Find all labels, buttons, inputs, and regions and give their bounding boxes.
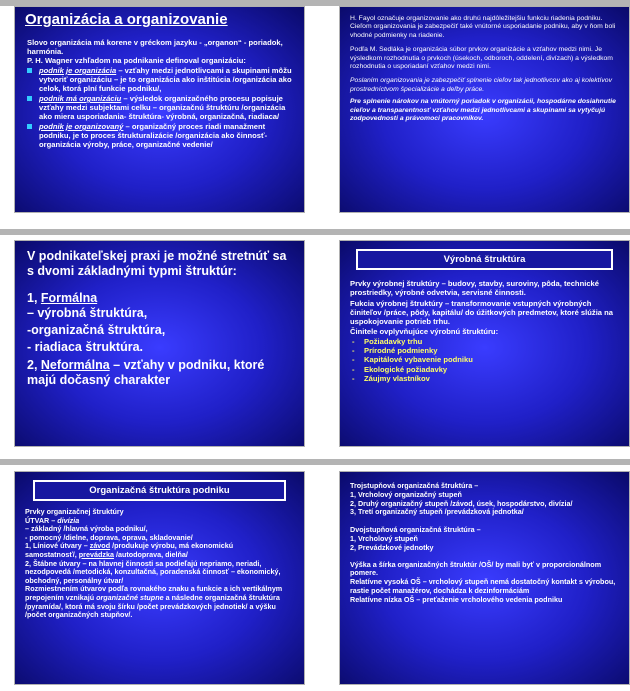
line	[25, 585, 298, 619]
paragraph-naroky: Pre splnenie nárokov na vnútorný poriadok v organizácii, hospodárne dosiahnutie cieľov a transparentnosť vzťahov medzi jednotlivcami a skupinami sa vytyčujú zodpovednosti a právomoci pracovníkov.	[350, 98, 616, 123]
slide-typy-struktur	[14, 240, 305, 447]
separator-middle	[0, 229, 630, 235]
paragraph-cinitele: Činitele ovplyvňujúce výrobnú štruktúru:	[350, 327, 499, 337]
paragraph-poslanie: Poslaním organizovania je zabezpečiť splnenie cieľov tak jednotlivcov ako aj kolektívov prostredníctvom špecializácie a deľby práce.	[350, 77, 612, 93]
list-item	[27, 66, 296, 93]
paragraph-funkcia: Fukcia výrobnej štruktúry – transformovanie vstupných výrobných činiteľov /práce, pôdy, kapitálu/ do úžitkových predmetov, ktoré slúžia na uspokojovanie potrieb trhu.	[350, 298, 614, 327]
formal-heading	[27, 291, 296, 306]
two-level-heading: Dvojstupňová organizačná štruktúra –	[350, 525, 481, 535]
paragraph-prvky: Prvky výrobnej štruktúry – budovy, stavby, suroviny, pôda, technické prostriedky, výrobné odvetvia, servisné činnosti.	[350, 279, 599, 298]
list-item: - Ekologické požiadavky	[350, 365, 621, 374]
list-item: 1, Vrcholový organizačný stupeň	[350, 489, 462, 499]
line-text: /autodoprava, dielňa/	[113, 549, 188, 559]
formal-label: Formálna	[40, 291, 98, 305]
formal-item: – výrobná štruktúra,	[27, 306, 148, 320]
paragraph-nizka: Relatívne nízka OŠ – preťaženie vrcholového vedenia podniku	[350, 594, 563, 604]
list-item: - Kapitálové vybavenie podniku	[350, 355, 621, 364]
slide-vyrobna-struktura	[339, 240, 630, 447]
line-text: /produkuje výrobu, má ekonomickú	[110, 541, 234, 551]
formal-item: -organizačná štruktúra,	[27, 323, 166, 337]
line: Prvky organizačnej štruktúry	[25, 507, 124, 516]
list-item: 1, Vrcholový stupeň	[350, 533, 418, 543]
line-emphasis: divízia	[57, 515, 80, 525]
line-text: ÚTVAR –	[25, 515, 58, 525]
line: – základný /hlavná výroba podniku/,	[25, 524, 148, 534]
list-item	[27, 122, 296, 149]
slide-heading: V podnikateľskej praxi je možné stretnúť sa s dvomi základnými typmi štruktúr:	[27, 249, 287, 278]
line-text: a následne organizačná štruktúra /pyramída/, ktorá má svoju šírku /počet prevádzkových jednotiek/ a výšku /počet organizačných stupňov/.	[25, 592, 280, 620]
paragraph-sedlak: Podľa M. Sedláka je organizácia súbor prvkov organizácie a vzťahov medzi nimi. Je výsledkom rozhodnutia o prvkoch (úsekoch, odboroch, oddelení, divízach) a výsledkom rozhodnutia o usporiadaní vzťahov medzi nimi.	[350, 46, 613, 71]
line-text: Rozmiestnením útvarov podľa rovnakého znaku a funkcie a ich vertikálnym prepojením vznikajú	[25, 584, 283, 602]
list-item: 2, Prevádzkové jednotky	[350, 542, 434, 552]
line-text: samostatnosť/,	[25, 549, 79, 559]
paragraph-vysoka: Relatívne vysoká OŠ – vrcholový stupeň nemá dostatočný kontakt s výrobou, rastie počet manažérov, dochádza k dezinformáciám	[350, 577, 616, 595]
slide-stupne	[339, 471, 630, 685]
bullet-text: – výsledok organizačného procesu popisuje vzťahy medzi subjektami celku – organizačnú štruktúru /organizácia ako miera usporiadania- štruktúra- výrobná, organizačná, riadiaca/	[39, 94, 286, 121]
paragraph-vyska: Výška a šírka organizačných štruktúr /OŠ/ by mali byť v proporcionálnom pomere.	[350, 559, 602, 578]
list-item: 3, Tretí organizačný stupeň /prevádzková jednotka/	[350, 507, 524, 517]
line: 2, Štábne útvary – na hlavnej činnosti sa podieľajú nepriamo, neriadi, nezodpovedá /metodická, konzultačná, poradenská činnosť – ekonomický, obchodný, personálny útvar/	[25, 558, 281, 585]
three-level-heading: Trojstupňová organizačná štruktúra –	[350, 481, 479, 490]
slide-title: Výrobná štruktúra	[356, 249, 613, 270]
list-item: - Prírodné podmienky	[350, 346, 621, 355]
line-text: 1, Líniové útvary –	[25, 541, 90, 551]
intro-line: Slovo organizácia má korene v gréckom jazyku - „organon“ - poriadok, harmónia.	[27, 38, 283, 56]
slide-title: Organizačná štruktúra podniku	[33, 480, 286, 501]
formal-item: - riadiaca štruktúra.	[27, 340, 144, 354]
bullet-lead: podnik je organizácia	[39, 66, 117, 75]
informal-label: Neformálna	[40, 358, 110, 372]
bullet-text: – vzťahy medzi jednotlivcami a skupinami môžu vytvoriť organizáciu – je to organizácia ako inštitúcia /organizácia ako celok, ktorá plní funkcie podniku/,	[39, 66, 292, 93]
slide-organizacia	[14, 6, 305, 213]
line-emphasis: závod	[89, 541, 111, 551]
list-item: - Požiadavky trhu	[350, 337, 621, 346]
paragraph-fayol: H. Fayol označuje organizovanie ako druhú najdôležitejšiu funkciu riadenia podniku. Cieľom organizovania je zabezpečiť také vnútorné usporiadanie podniku, aby v ňom boli vhodné podmienky na riadenie.	[350, 15, 616, 39]
intro-line: P. H. Wagner vzhľadom na podnikanie definoval organizáciu:	[27, 56, 246, 65]
line-emphasis: organizačné stupne	[96, 592, 164, 602]
informal-number: 2,	[27, 358, 41, 372]
informal-heading	[27, 358, 296, 388]
informal-text: – vzťahy v podniku, ktoré majú dočasný charakter	[27, 358, 265, 387]
slide-title: Organizácia a organizovanie	[25, 11, 228, 28]
list-item: 2, Druhý organizačný stupeň /závod, úsek, hospodárstvo, divízia/	[350, 498, 573, 508]
line: - pomocný /dielne, doprava, oprava, skladovanie/	[25, 532, 193, 542]
list-item	[27, 94, 296, 121]
bullet-lead: podnik je organizovaný	[39, 122, 124, 131]
formal-number: 1,	[27, 291, 41, 305]
bullet-text: – organizačný proces riadi manažment podniku, je to proces štrukturalizácie /organizácia ako činnosť- organizácia výroby, práce, organizačné vedenie/	[39, 122, 268, 149]
bullet-lead: podnik má organizáciu	[39, 94, 122, 103]
slide-organizovanie	[339, 6, 630, 213]
separator-lower	[0, 459, 630, 465]
line-emphasis: prevádzka	[78, 549, 114, 559]
slide-organizacna-struktura	[14, 471, 305, 685]
list-item: - Záujmy vlastníkov	[350, 374, 621, 383]
